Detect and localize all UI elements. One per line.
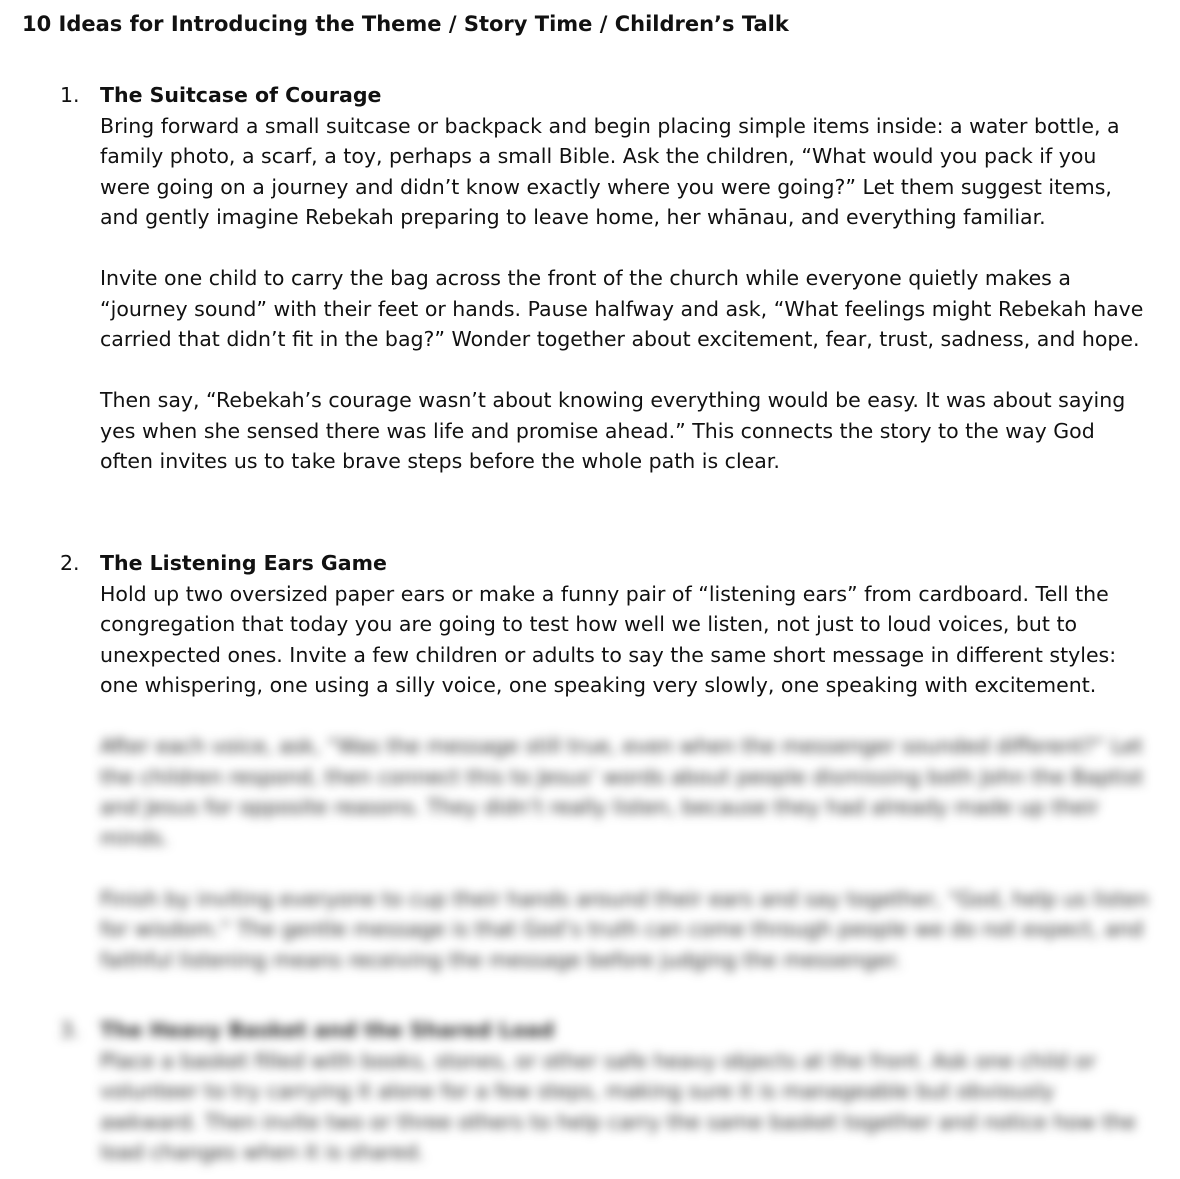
- list-item-number: 3.: [60, 1018, 80, 1042]
- list-item-number: 2.: [60, 551, 80, 575]
- list-item-2: [60, 548, 1150, 975]
- blurred-paragraph: Place a basket filled with books, stones, or other safe heavy objects at the front. Ask one child or volunteer to try carrying it alone for a few steps, making sure it is manageable but obviously awkward. Then invite two or three others to help carry the same basket together and notice how the load changes when it is shared.: [100, 1048, 1136, 1164]
- paragraph: Bring forward a small suitcase or backpack and begin placing simple items inside: a water bottle, a family photo, a scarf, a toy, perhaps a small Bible. Ask the children, “What would you pack if you were going on a journey and didn’t know exactly where you were going?” Let them suggest items, and gently imagine Rebekah preparing to leave home, her whānau, and everything familiar.: [100, 113, 1120, 229]
- list-item-number: 1.: [60, 83, 80, 107]
- list-item-heading: The Listening Ears Game: [100, 551, 387, 575]
- blurred-paragraph: After each voice, ask, “Was the message still true, even when the messenger sounded different?” Let the children respond, then connect this to Jesus’ words about people dismissing both John the Baptist and Jesus for opposite reasons. They didn’t really listen, because they had already made up their minds.: [100, 734, 1144, 850]
- list-item-3: [60, 1015, 1150, 1168]
- blurred-paragraph: Finish by inviting everyone to cup their hands around their ears and say together, “God, help us listen for wisdom.” The gentle message is that God’s truth can come through people we do not expect, and faithful listening means receiving the message before judging the messenger.: [100, 886, 1149, 972]
- list-item-1: [60, 80, 1150, 477]
- list-item-heading: The Heavy Basket and the Shared Load: [100, 1018, 555, 1042]
- list-item-heading: The Suitcase of Courage: [100, 83, 382, 107]
- paragraph: Hold up two oversized paper ears or make a funny pair of “listening ears” from cardboard. Tell the congregation that today you are going to test how well we listen, not just to loud voices, but to unexpected ones. Invite a few children or adults to say the same short message in different styles: one whispering, one using a silly voice, one speaking very slowly, one speaking with excitement.: [100, 581, 1117, 697]
- paragraph: Then say, “Rebekah’s courage wasn’t about knowing everything would be easy. It was about saying yes when she sensed there was life and promise ahead.” This connects the story to the way God often invites us to take brave steps before the whole path is clear.: [100, 388, 1126, 473]
- document-title: 10 Ideas for Introducing the Theme / Story Time / Children’s Talk: [22, 12, 789, 36]
- paragraph: Invite one child to carry the bag across the front of the church while everyone quietly makes a “journey sound” with their feet or hands. Pause halfway and ask, “What feelings might Rebekah have carried that didn’t fit in the bag?” Wonder together about excitement, fear, trust, sadness, and hope.: [100, 266, 1144, 351]
